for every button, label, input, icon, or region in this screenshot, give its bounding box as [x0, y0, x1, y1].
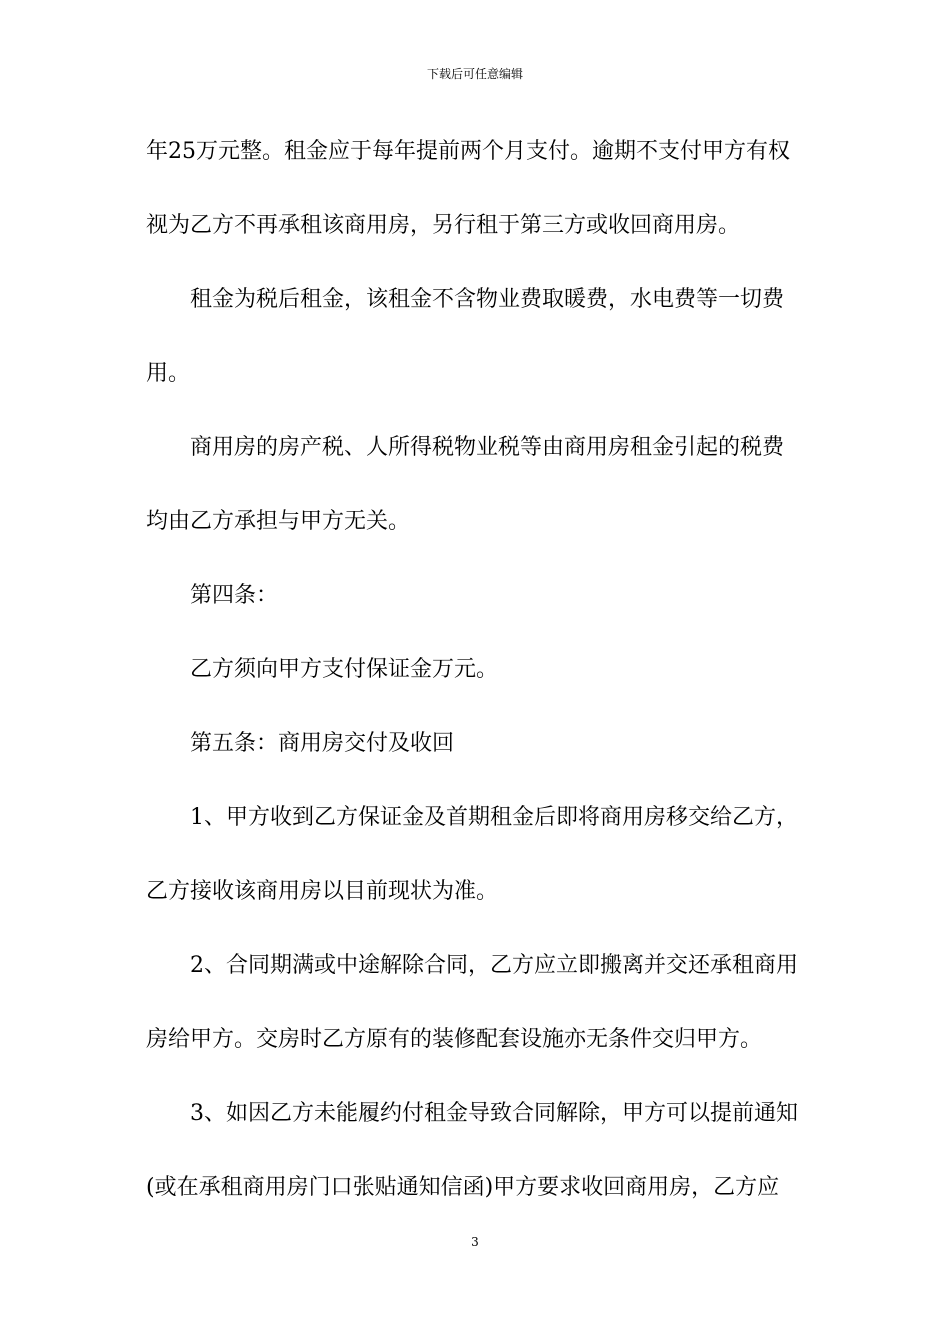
section-heading: 第四条：	[190, 583, 279, 608]
body-line: 房给甲方。交房时乙方原有的装修配套设施亦无条件交归甲方。	[146, 1027, 763, 1052]
page-number: 3	[471, 1235, 479, 1249]
header-note: 下载后可任意编辑	[426, 67, 523, 81]
body-line: 乙方须向甲方支付保证金万元。	[190, 657, 499, 682]
body-line: 用。	[146, 361, 191, 386]
body-line: 年25万元整。租金应于每年提前两个月支付。逾期不支付甲方有权	[146, 139, 790, 164]
body-line: 2、合同期满或中途解除合同，乙方应立即搬离并交还承租商用	[190, 953, 798, 978]
section-heading: 第五条：商用房交付及收回	[190, 731, 455, 756]
body-line: (或在承租商用房门口张贴通知信函)甲方要求收回商用房，乙方应	[146, 1175, 780, 1200]
body-line: 1、甲方收到乙方保证金及首期租金后即将商用房移交给乙方，	[190, 805, 798, 830]
body-line: 视为乙方不再承租该商用房，另行租于第三方或收回商用房。	[146, 213, 741, 238]
body-line: 均由乙方承担与甲方无关。	[146, 509, 411, 534]
body-line: 乙方接收该商用房以目前现状为准。	[146, 879, 499, 904]
body-line: 租金为税后租金，该租金不含物业费取暖费，水电费等一切费	[190, 287, 785, 312]
body-line: 商用房的房产税、人所得税物业税等由商用房租金引起的税费	[190, 435, 785, 460]
body-line: 3、如因乙方未能履约付租金导致合同解除，甲方可以提前通知	[190, 1101, 798, 1126]
